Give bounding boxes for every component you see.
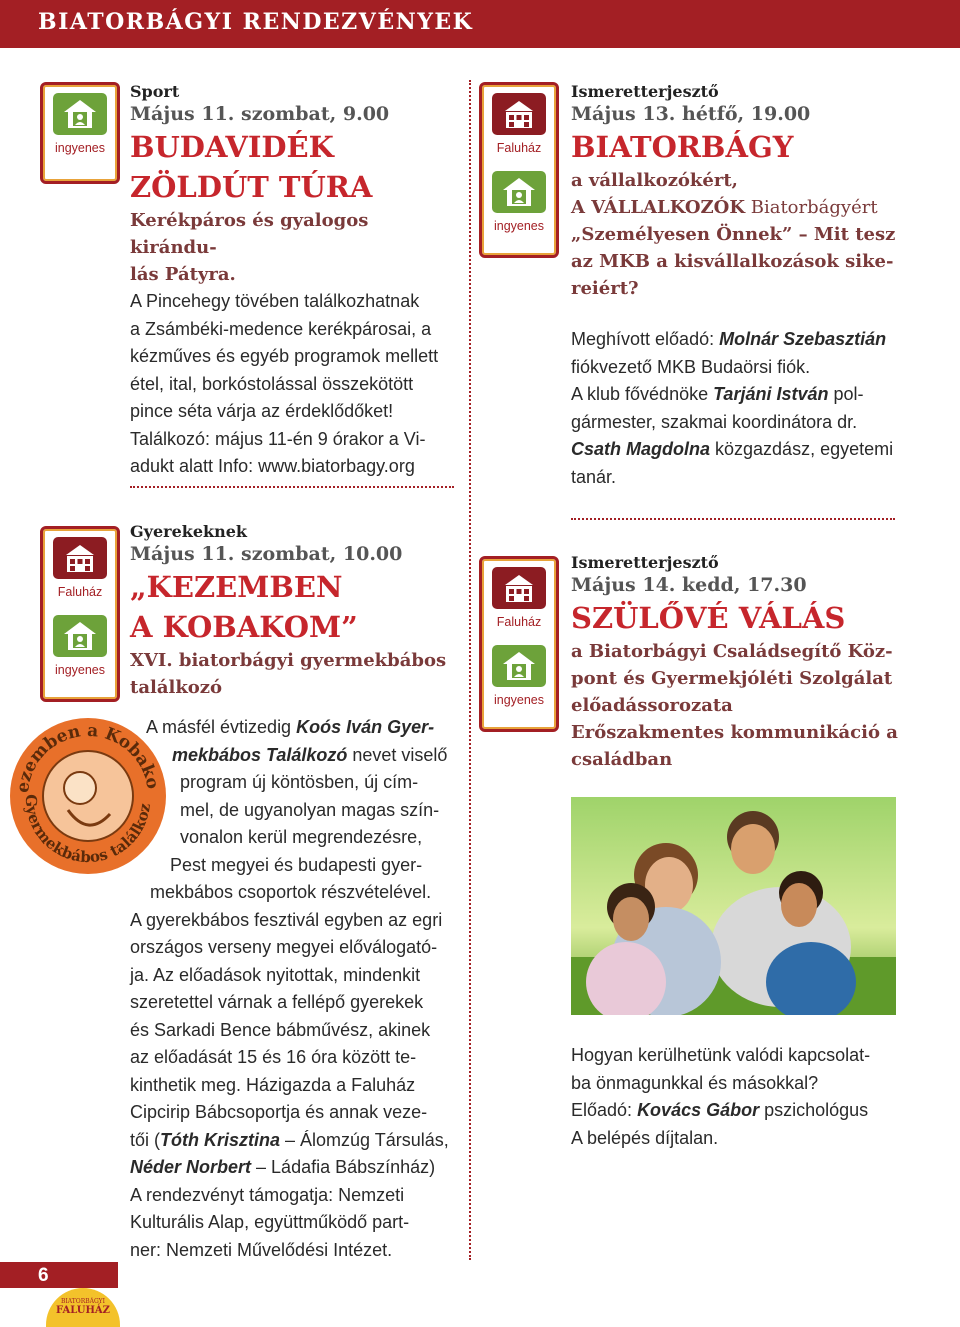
event3-sub5: reiért? [571,278,639,299]
badge-group-event2 [40,526,120,702]
free-label: ingyenes [54,663,106,677]
event1-category: Sport [130,82,180,101]
event1-subtitle-line2: lás Pátyra. [130,264,236,285]
divider [130,486,454,488]
event1-title-line1: BUDAVIDÉK [130,130,334,164]
person-house-icon [492,645,546,687]
person-house-icon [53,615,107,657]
event2-body-line: mekbábos Találkozó nevet viselő [172,744,448,765]
badge-group-event1 [40,82,120,184]
event1-body-line: Találkozó: május 11-én 9 órakor a Vi- [130,428,426,449]
event3 [571,80,911,491]
event4-sub: előadássorozata [571,695,733,716]
event4-sub: a Biatorbágyi Családsegítő Köz- [571,641,893,662]
event2-subtitle-line2: találkozó [130,677,223,698]
event3-sub3: „Személyesen Önnek” – Mit tesz [571,224,896,245]
free-badge [482,637,556,715]
event2-body-line: Kulturális Alap, együttműködő part- [130,1212,410,1232]
faluhaz-badge [482,85,556,163]
event2-category: Gyerekeknek [130,522,247,541]
logo-text-bottom: Gyermekbábos találkoz [21,794,154,867]
divider [571,518,895,520]
event1-body-line: A Pincehegy tövében találkozhatnak [130,291,420,311]
page-number-tab [0,1262,118,1288]
event4 [571,551,911,773]
header-title: BIATORBÁGYI RENDEZVÉNYEK [38,9,474,35]
event1-body-line: adukt alatt Info: www.biatorbagy.org [130,456,415,476]
house-icon [53,537,107,579]
event2-body-line: ja. Az előadások nyitottak, mindenkit [130,964,421,985]
event2-date: Május 11. szombat, 10.00 [130,543,403,565]
event3-sub4: az MKB a kisvállalkozások sike- [571,251,894,272]
event2-body-line: vonalon kerül megrendezésre, [180,827,423,847]
event1-body-line: étel, ital, borkóstolással összekötött [130,373,414,394]
event2-title-line1: „KEZEMBEN [130,570,343,604]
event1-body-line: a Zsámbéki-medence kerékpárosai, a [130,318,432,339]
event4-title: SZÜLŐVÉ VÁLÁS [571,601,846,635]
column-divider [469,80,471,1260]
event2-body-line: mel, de ugyanolyan magas szín- [180,799,440,820]
event3-category: Ismeretterjesztő [571,82,719,101]
free-badge [43,85,117,163]
faluhaz-logo: BIATORBÁGYI FALUHÁZ [46,1288,120,1327]
person-house-icon [492,171,546,213]
event2-body-line: ner: Nemzeti Művelődési Intézet. [130,1239,393,1260]
event2-body-line: kinthetik meg. Házigazda a Faluház [130,1074,416,1095]
faluhaz-label: Faluház [57,585,103,599]
event2-body-line: A rendezvényt támogatja: Nemzeti [130,1184,405,1205]
free-label: ingyenes [493,219,545,233]
event2 [130,520,460,701]
event3-body: Meghívott előadó: Molnár Szebasztián fiókvezető MKB Budaörsi fiók. A klub fővédnöke Tarjáni István pol- gármester, szakmai koordinátora dr. Csath Magdolna közgazdász, egyetemi tanár. [571,329,894,487]
event2-body-line: az előadását 15 és 16 óra között te- [130,1047,417,1067]
event3-title: BIATORBÁGY [571,130,794,164]
event4-sub: Erőszakmentes kommunikáció a [571,722,898,743]
faluhaz-badge [43,529,117,607]
event1-title-line2: ZÖLDÚT TÚRA [130,170,373,204]
event2-body-line: tői (Tóth Krisztina – Álomzúg Társulás, [130,1129,449,1150]
free-badge [43,607,117,685]
event2-body-line: Cipcirip Bábcsoportja és annak veze- [130,1102,428,1122]
faluhaz-label: Faluház [496,615,542,629]
badge-group-event4 [479,556,559,732]
free-badge [482,163,556,241]
free-label: ingyenes [54,141,106,155]
house-icon [492,93,546,135]
event3-sub1: a vállalkozókért, [571,170,738,191]
event3-sub2: A VÁLLALKOZÓK Biatorbágyért [571,197,878,218]
event4-date: Május 14. kedd, 17.30 [571,574,807,596]
event2-body-line: országos verseny megyei előválogató- [130,937,438,957]
event1-date: Május 11. szombat, 9.00 [130,103,390,125]
faluhaz-label: Faluház [496,141,542,155]
event2-body-line: mekbábos csoportok részvételével. [150,882,432,902]
event1-body-line: pince séta várja az érdeklődőket! [130,401,394,421]
event2-body-line: A gyerekbábos fesztivál egyben az egri [130,909,443,930]
event2-title-line2: A KOBAKOM” [130,610,358,644]
event2-body-line: szeretettel várnak a fellépő gyerekek [130,992,424,1012]
event4-body: Hogyan kerülhetünk valódi kapcsolat- ba önmagunkkal és másokkal? Előadó: Kovács Gábor pszichológus A belépés díjtalan. [571,1045,871,1148]
event2-body-line: és Sarkadi Bence bábművész, akinek [130,1019,431,1040]
event2-body-line: Néder Norbert – Ládafia Bábszínház) [130,1157,436,1177]
person-house-icon [53,93,107,135]
event1-body-line: kézműves és egyéb programok mellett [130,346,439,366]
logo-text-top: ezemben a Kobako [12,720,163,794]
event2-subtitle-line1: XVI. biatorbágyi gyermekbábos [130,650,447,671]
event4-sub: családban [571,749,673,770]
event2-body-line: A másfél évtizedig Koós Iván Gyer- [146,717,435,737]
family-photo [571,797,896,1015]
page-number: 6 [38,1265,49,1286]
event4-sub: pont és Gyermekjóléti Szolgálat [571,668,893,689]
event1-subtitle-line1: Kerékpáros és gyalogos kirándu- [130,210,369,258]
faluhaz-badge [482,559,556,637]
event1 [130,80,460,481]
event2-body-line: Pest megyei és budapesti gyer- [170,854,423,875]
free-label: ingyenes [493,693,545,707]
event2-body-line: program új köntösben, új cím- [180,772,419,792]
page-header [0,0,960,48]
house-icon [492,567,546,609]
badge-group-event3 [479,82,559,258]
event2-body [130,714,454,1264]
event4-category: Ismeretterjesztő [571,553,719,572]
event3-date: Május 13. hétfő, 19.00 [571,103,811,125]
